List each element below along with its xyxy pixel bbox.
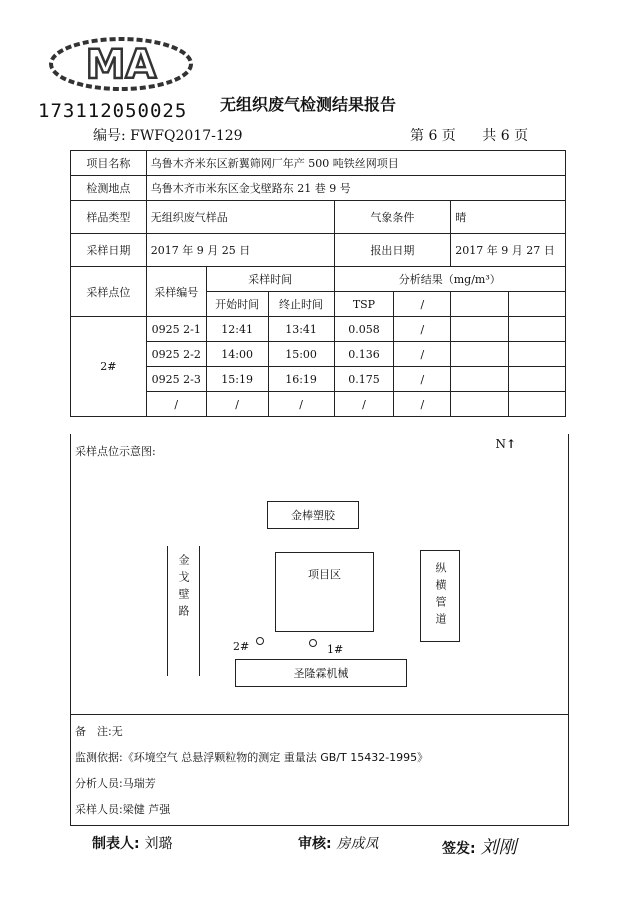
row-start: 14:00 — [206, 342, 268, 367]
weather-value: 晴 — [451, 201, 566, 234]
sampler-value: 梁健 芦强 — [122, 803, 171, 816]
empty-header — [451, 292, 509, 317]
analyst-label: 分析人员: — [75, 777, 123, 790]
end-header: 终止时间 — [268, 292, 334, 317]
table-row — [71, 201, 566, 234]
row-tsp: 0.136 — [334, 342, 394, 367]
north-indicator — [495, 437, 516, 451]
project-area — [275, 552, 374, 632]
reviewer-signature: 房成凤 — [336, 836, 379, 852]
row-end: 15:00 — [268, 342, 334, 367]
other-header: / — [394, 292, 451, 317]
sample-type-label: 样品类型 — [71, 201, 147, 234]
row-start: / — [206, 392, 268, 417]
sample-date-value: 2017 年 9 月 25 日 — [146, 234, 334, 267]
page-number: 第 6 页 — [410, 128, 456, 144]
map-label: 采样点位示意图: — [75, 445, 156, 458]
reviewer-label: 审核: — [298, 836, 332, 852]
footer-info — [70, 714, 569, 826]
point2-label: 2# — [233, 640, 250, 653]
building-right — [420, 550, 460, 642]
time-header: 采样时间 — [206, 267, 334, 292]
preparer-value: 刘璐 — [144, 836, 173, 852]
building-right-label: 纵横管道 — [434, 562, 447, 630]
cma-logo — [46, 35, 196, 93]
building-bottom-label: 圣隆霖机械 — [293, 667, 349, 680]
road-line — [199, 546, 200, 676]
remark-value: 无 — [111, 725, 123, 738]
analysis-header: 分析结果（mg/m³） — [334, 267, 566, 292]
row-tsp: 0.175 — [334, 367, 394, 392]
row-other: / — [394, 342, 451, 367]
point-header: 采样点位 — [71, 267, 147, 317]
building-top-label: 金棒塑胶 — [291, 509, 335, 522]
project-area-label: 项目区 — [308, 568, 341, 581]
row-tsp: / — [334, 392, 394, 417]
sampling-point-1 — [309, 639, 317, 647]
row-empty — [509, 392, 566, 417]
analyst-value: 马瑞芳 — [122, 777, 156, 790]
report-title: 无组织废气检测结果报告 — [220, 95, 397, 114]
north-label: N — [495, 437, 506, 451]
site-value: 乌鲁木齐市米东区金戈壁路东 21 巷 9 号 — [146, 176, 565, 201]
row-empty — [451, 342, 509, 367]
basis-value: 《环境空气 总悬浮颗粒物的测定 重量法 GB/T 15432-1995》 — [122, 751, 429, 764]
building-bottom — [235, 659, 407, 687]
preparer-label: 制表人: — [92, 836, 140, 852]
weather-label: 气象条件 — [334, 201, 451, 234]
page-total: 共 6 页 — [482, 128, 529, 144]
start-header: 开始时间 — [206, 292, 268, 317]
row-empty — [509, 342, 566, 367]
row-empty — [451, 367, 509, 392]
report-date-label: 报出日期 — [334, 234, 451, 267]
sample-date-label: 采样日期 — [71, 234, 147, 267]
row-tsp: 0.058 — [334, 317, 394, 342]
tsp-header: TSP — [334, 292, 394, 317]
project-label: 项目名称 — [71, 151, 147, 176]
sampler-label: 采样人员: — [75, 803, 123, 816]
analyst-row — [75, 775, 156, 791]
row-end: / — [268, 392, 334, 417]
doc-number-value: FWFQ2017-129 — [130, 128, 243, 144]
sampling-point-2 — [256, 637, 264, 645]
row-other: / — [394, 317, 451, 342]
reviewer — [298, 833, 378, 853]
table-row — [71, 234, 566, 267]
row-end: 13:41 — [268, 317, 334, 342]
remark-label: 备 注: — [75, 725, 112, 738]
road-left-label: 金戈壁路 — [177, 554, 190, 622]
page-info — [410, 125, 528, 145]
sampler-row — [75, 801, 170, 817]
row-empty — [509, 367, 566, 392]
basis-label: 监测依据: — [75, 751, 123, 764]
row-start: 12:41 — [206, 317, 268, 342]
row-end: 16:19 — [268, 367, 334, 392]
site-label: 检测地点 — [71, 176, 147, 201]
table-row — [71, 176, 566, 201]
row-empty — [451, 392, 509, 417]
point1-label: 1# — [327, 643, 344, 656]
row-code: 0925 2-3 — [146, 367, 206, 392]
issuer-signature: 刘刚 — [480, 837, 517, 858]
doc-number-label: 编号: — [93, 128, 126, 144]
row-code: 0925 2-1 — [146, 317, 206, 342]
row-other: / — [394, 392, 451, 417]
sampling-map — [70, 434, 569, 715]
building-top — [267, 501, 359, 529]
issuer — [442, 833, 516, 859]
point-value: 2# — [71, 317, 147, 417]
road-line — [167, 546, 168, 676]
row-empty — [451, 317, 509, 342]
table-row — [71, 317, 566, 342]
row-code: 0925 2-2 — [146, 342, 206, 367]
row-start: 15:19 — [206, 367, 268, 392]
basis-row — [75, 749, 428, 765]
preparer — [92, 833, 172, 853]
code-header: 采样编号 — [146, 267, 206, 317]
report-date-value: 2017 年 9 月 27 日 — [451, 234, 566, 267]
svg-text:MA: MA — [85, 42, 157, 88]
doc-number — [93, 125, 243, 145]
project-value: 乌鲁木齐米东区新翼筛网厂年产 500 吨铁丝网项目 — [146, 151, 565, 176]
empty-header — [509, 292, 566, 317]
table-row — [71, 151, 566, 176]
north-arrow-icon: ↑ — [505, 437, 516, 451]
results-table — [70, 150, 566, 417]
table-row — [71, 267, 566, 292]
sample-type-value: 无组织废气样品 — [146, 201, 334, 234]
row-code: / — [146, 392, 206, 417]
remark-row — [75, 723, 123, 739]
row-other: / — [394, 367, 451, 392]
row-empty — [509, 317, 566, 342]
cert-number: 173112050025 — [38, 100, 188, 122]
issuer-label: 签发: — [442, 841, 476, 857]
